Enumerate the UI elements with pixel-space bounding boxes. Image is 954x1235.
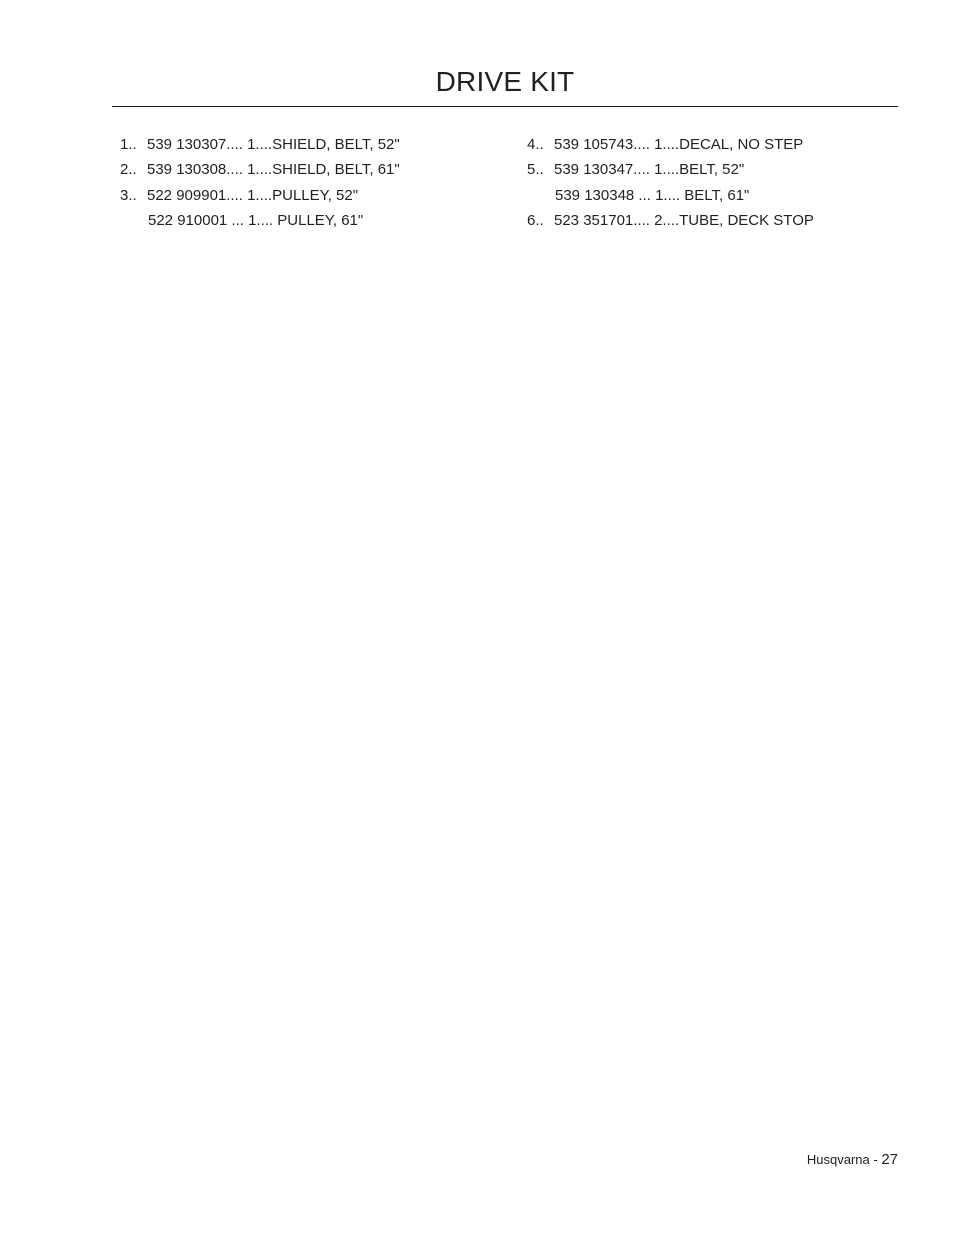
part-row — [527, 159, 814, 184]
part-description: BELT, 61" — [684, 186, 750, 204]
part-number-qty: 522 909901.... 1.... — [147, 186, 273, 204]
part-number-qty: 539 130308.... 1.... — [147, 161, 273, 179]
footer-separator: - — [869, 1152, 882, 1167]
part-row — [527, 210, 814, 235]
part-row — [527, 134, 814, 159]
part-description: DECAL, NO STEP — [679, 136, 804, 153]
part-row-variant — [120, 210, 400, 235]
page-title: DRIVE KIT — [435, 66, 575, 97]
part-description: SHIELD, BELT, 61" — [272, 161, 400, 179]
part-description: BELT, 52" — [679, 161, 745, 179]
part-row — [120, 185, 400, 210]
part-description: TUBE, DECK STOP — [679, 211, 814, 229]
part-row — [120, 159, 400, 184]
part-description: SHIELD, BELT, 52" — [272, 136, 400, 153]
parts-list-left — [120, 134, 400, 235]
page-footer — [807, 1152, 898, 1168]
title-divider — [112, 106, 898, 107]
footer-brand: Husqvarna — [806, 1152, 870, 1167]
part-index: 6.. — [527, 211, 544, 229]
part-index: 4.. — [527, 136, 544, 153]
part-number-qty: 522 910001 ... 1.... — [148, 211, 274, 229]
part-number-qty: 523 351701.... 2.... — [554, 211, 680, 229]
part-description: PULLEY, 52" — [272, 186, 359, 204]
part-number-qty: 539 130348 ... 1.... — [555, 186, 681, 204]
part-number-qty: 539 105743.... 1.... — [554, 136, 680, 153]
part-row — [120, 134, 400, 159]
parts-list-right — [527, 134, 814, 235]
part-row-variant — [527, 185, 814, 210]
part-index: 2.. — [120, 161, 137, 179]
part-index: 5.. — [527, 161, 544, 179]
part-index: 1.. — [120, 136, 137, 153]
part-index: 3.. — [120, 186, 137, 204]
page-number: 27 — [881, 1151, 898, 1168]
part-description: PULLEY, 61" — [277, 211, 364, 229]
part-number-qty: 539 130307.... 1.... — [147, 136, 273, 153]
part-number-qty: 539 130347.... 1.... — [554, 161, 680, 179]
